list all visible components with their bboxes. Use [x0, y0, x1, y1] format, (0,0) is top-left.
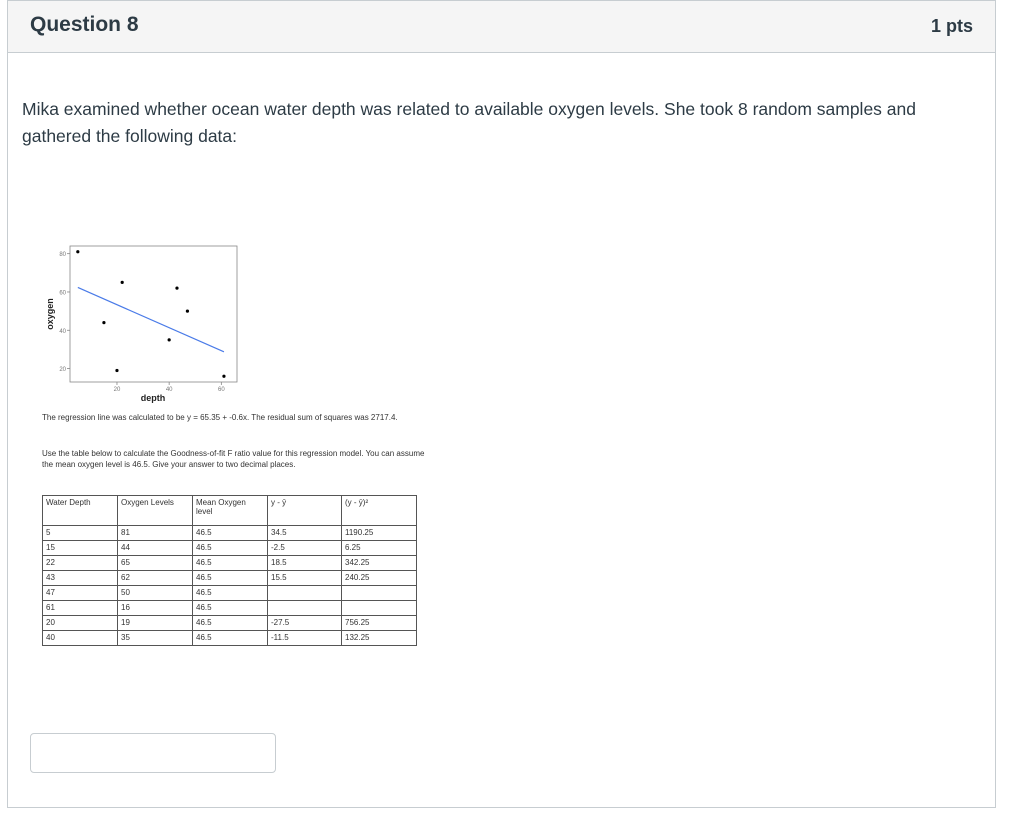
data-point — [76, 250, 79, 253]
table-cell: 46.5 — [193, 616, 268, 631]
table-cell: 16 — [118, 601, 193, 616]
table-header: Oxygen Levels — [118, 496, 193, 526]
question-figure — [42, 238, 442, 698]
table-cell: 20 — [43, 616, 118, 631]
table-header: y - ȳ — [268, 496, 342, 526]
table-cell: 43 — [43, 571, 118, 586]
question-title: Question 8 — [30, 13, 139, 36]
table-cell: 1190.25 — [342, 526, 417, 541]
table-row — [43, 571, 417, 586]
y-axis-label: oxygen — [45, 298, 55, 330]
table-cell: 61 — [43, 601, 118, 616]
table-cell: 81 — [118, 526, 193, 541]
table-cell: 22 — [43, 556, 118, 571]
table-cell: 65 — [118, 556, 193, 571]
question-points: 1 pts — [930, 16, 973, 36]
table-cell: 46.5 — [193, 571, 268, 586]
table-cell: 46.5 — [193, 631, 268, 646]
table-cell — [342, 601, 417, 616]
data-point — [121, 281, 124, 284]
table-header: Water Depth — [43, 496, 118, 526]
data-point — [102, 321, 105, 324]
table-cell: 46.5 — [193, 556, 268, 571]
data-point — [115, 369, 118, 372]
instruction-note: Use the table below to calculate the Goodness-of-fit F ratio value for this regression model. You can assume the mean oxygen level is 46.5. Give your answer to two decimal places. — [42, 449, 425, 469]
table-cell: 19 — [118, 616, 193, 631]
table-header: (y - ȳ)² — [342, 496, 417, 526]
table-cell: 50 — [118, 586, 193, 601]
table-row — [43, 586, 417, 601]
table-cell: -27.5 — [268, 616, 342, 631]
table-cell — [342, 586, 417, 601]
table-row — [43, 601, 417, 616]
table-cell: 18.5 — [268, 556, 342, 571]
table-cell: 342.25 — [342, 556, 417, 571]
y-tick-label: 60 — [59, 290, 66, 297]
table-cell: 46.5 — [193, 541, 268, 556]
data-point — [168, 338, 171, 341]
x-tick-label: 20 — [113, 387, 121, 393]
table-cell: 34.5 — [268, 526, 342, 541]
table-cell: 6.25 — [342, 541, 417, 556]
table-cell: 46.5 — [193, 526, 268, 541]
table-cell: 35 — [118, 631, 193, 646]
table-cell: 47 — [43, 586, 118, 601]
plot-panel — [70, 246, 237, 382]
y-tick-label: 40 — [59, 328, 66, 335]
x-axis-label: depth — [140, 393, 166, 403]
data-point — [222, 375, 225, 378]
data-point — [175, 287, 178, 290]
y-tick-label: 20 — [59, 367, 66, 374]
table-cell: 756.25 — [342, 616, 417, 631]
table-cell: 46.5 — [193, 586, 268, 601]
table-cell — [268, 586, 342, 601]
table-row — [43, 541, 417, 556]
table-cell: -2.5 — [268, 541, 342, 556]
regression-note: The regression line was calculated to be y = 65.35 + -0.6x. The residual sum of squares was 2717.4. — [42, 413, 398, 422]
x-tick-label: 40 — [165, 387, 173, 393]
table-row — [43, 526, 417, 541]
table-cell: 15 — [43, 541, 118, 556]
table-cell: 132.25 — [342, 631, 417, 646]
x-tick-label: 60 — [218, 387, 225, 393]
y-tick-label: 80 — [59, 252, 66, 259]
data-table — [42, 495, 417, 646]
question-header — [8, 1, 995, 53]
data-point — [186, 310, 189, 313]
table-cell: 40 — [43, 631, 118, 646]
table-cell — [268, 601, 342, 616]
table-cell: 44 — [118, 541, 193, 556]
table-cell: 46.5 — [193, 601, 268, 616]
table-header: Mean Oxygen level — [193, 496, 268, 526]
table-row — [43, 556, 417, 571]
table-row — [43, 616, 417, 631]
table-cell: -11.5 — [268, 631, 342, 646]
scatter-plot — [42, 238, 252, 408]
table-cell: 240.25 — [342, 571, 417, 586]
table-row — [43, 631, 417, 646]
answer-input[interactable] — [30, 733, 276, 773]
question-prompt: Mika examined whether ocean water depth was related to available oxygen levels. She took 8 random samples and gathered the following data: — [22, 99, 916, 146]
table-cell: 15.5 — [268, 571, 342, 586]
table-cell: 62 — [118, 571, 193, 586]
table-cell: 5 — [43, 526, 118, 541]
